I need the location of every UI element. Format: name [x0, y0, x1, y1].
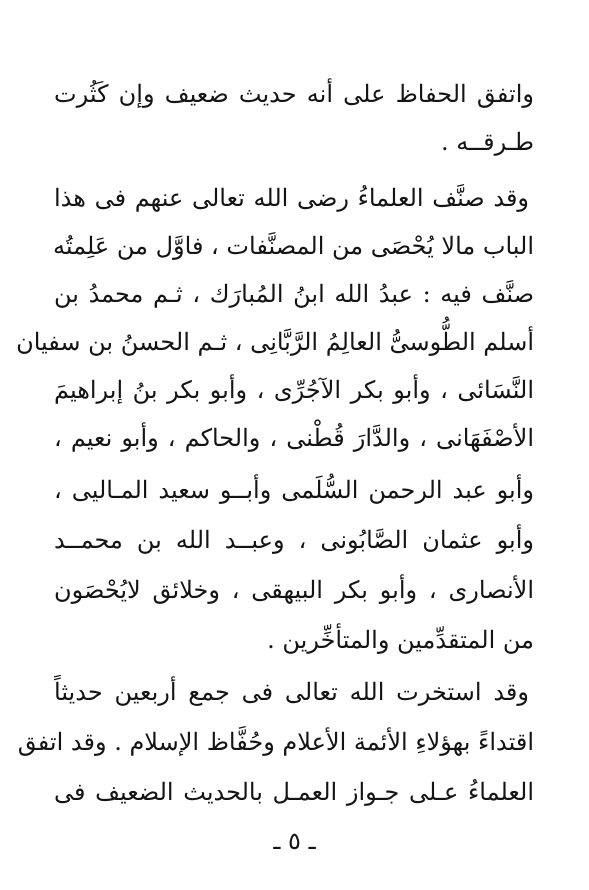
paragraph-2-line-3: صنَّف فيه : عبدُ الله ابنُ المُبارَك ، ثـم محمدُ بن: [54, 280, 534, 308]
paragraph-2-line-7: وأبو عبد الرحمن السُّلَمى وأبــو سعيد المـاليى ،: [54, 476, 534, 504]
paragraph-2-line-1: وقد صنَّف العلماءُ رضى الله تعالى عنهم فى هذا: [54, 184, 529, 212]
paragraph-3-line-3: العلماءُ عـلى جـواز العمـل بالحديث الضعيف فى: [54, 778, 534, 806]
paragraph-3-line-1: وقد استخرت الله تعالى فى جمع أربعين حديثاً: [54, 678, 529, 706]
page-number: ـ ٥ ـ: [273, 827, 316, 855]
paragraph-2-line-4: أسلم الطُّوسىُّ العالِمُ الرَّبَّانِى ، ثـم الحسنُ بن سفيان: [16, 328, 534, 356]
paragraph-2-line-6: الأصْفَهَانى ، والدَّارَ قُطْنى ، والحاكم ، وأبو نعيم ،: [54, 424, 534, 452]
paragraph-2-line-10: من المتقدِّمين والمتأخِّرين .: [267, 626, 534, 654]
paragraph-2-line-5: النَّسَائى ، وأبو بكر الآجُرِّى ، وأبو بكر بنُ إبراهيمَ: [54, 376, 534, 404]
paragraph-3-line-2: اقتداءً بهؤلاءِ الأئمة الأعلام وحُفَّاظ الإسلام . وقد اتفق: [17, 728, 534, 756]
paragraph-2-line-2: الباب مالا يُحْصَى من المصنَّفات ، فاوَّل من عَلِمتُه: [52, 232, 534, 260]
paragraph-2-line-8: وأبو عثمان الصَّابُونى ، وعبــد الله بن محمــد: [54, 526, 534, 554]
paragraph-2-line-9: الأنصارى ، وأبو بكر البيهقى ، وخلائق لايُحْصَون: [54, 576, 534, 604]
paragraph-1-line-1: واتفق الحفاظ على أنه حديث ضعيف وإن كَثُرت: [54, 80, 534, 108]
paragraph-1-line-2: طـرقــه .: [440, 128, 534, 156]
